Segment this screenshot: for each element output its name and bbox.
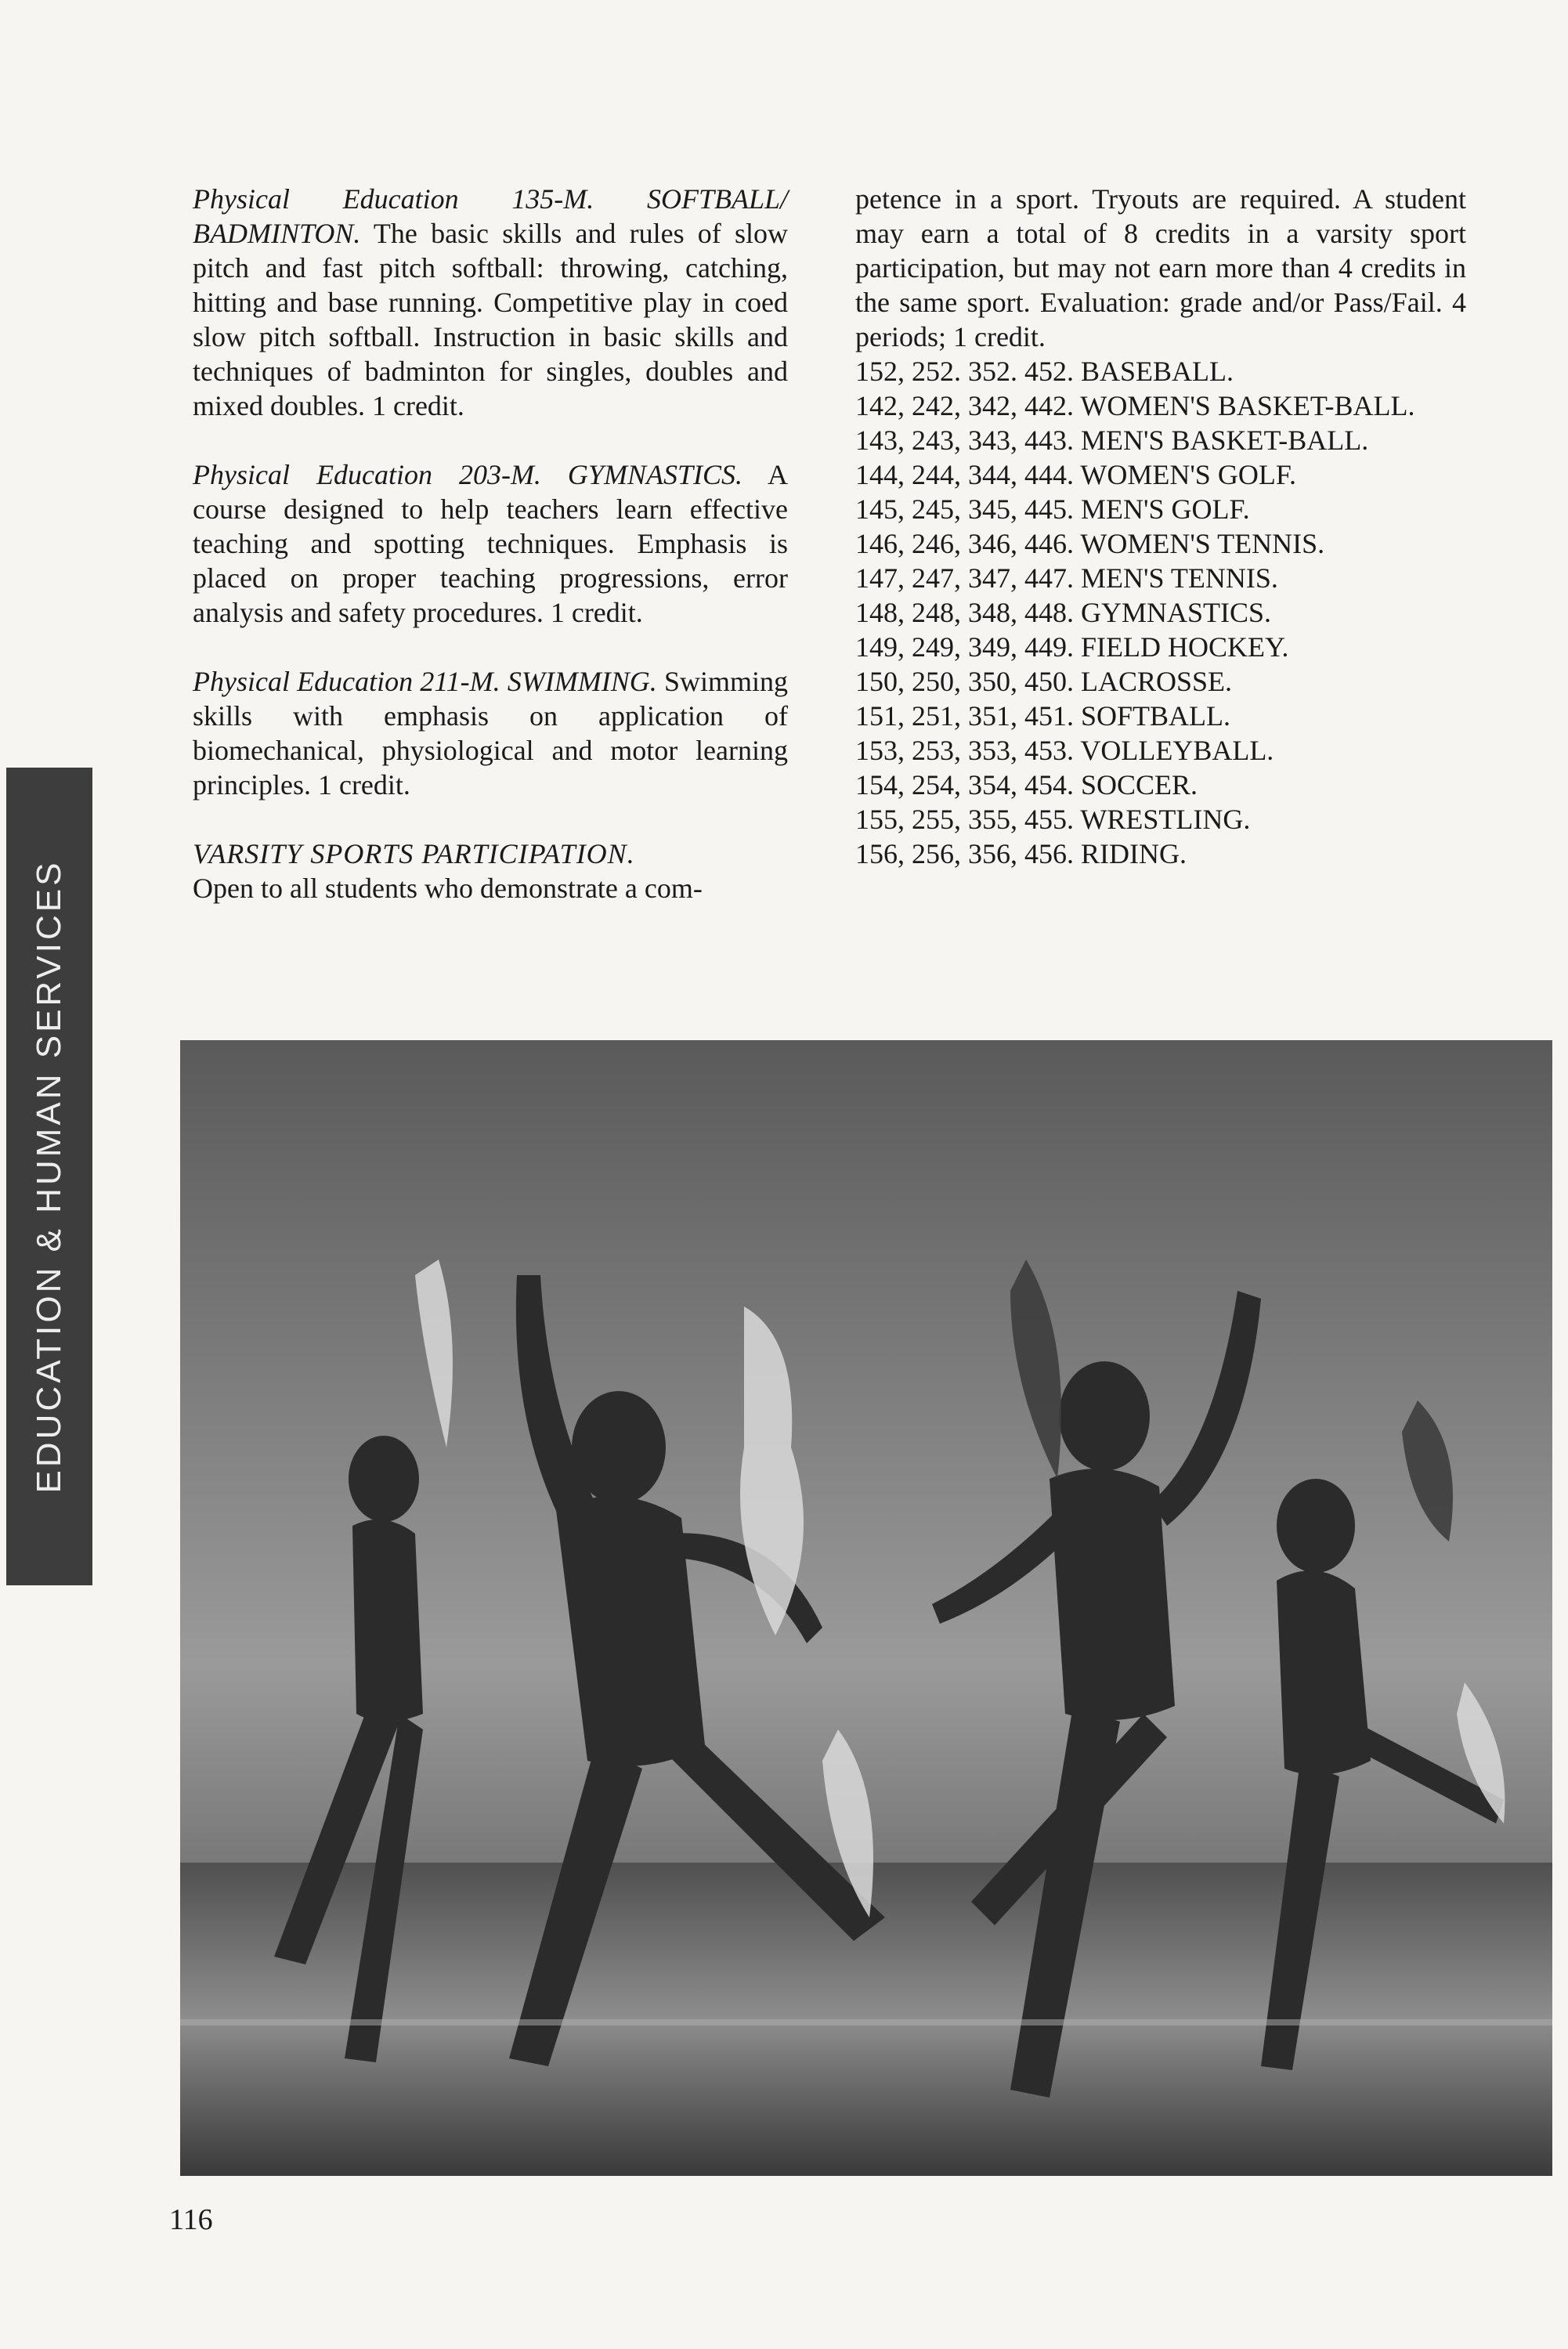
list-item: 143, 243, 343, 443. MEN'S BASKET-BALL.: [855, 425, 1369, 456]
list-item: 149, 249, 349, 449. FIELD HOCKEY.: [855, 631, 1289, 663]
list-item: 156, 256, 356, 456. RIDING.: [855, 838, 1187, 869]
sidebar-label: EDUCATION & HUMAN SERVICES: [30, 859, 68, 1494]
list-item: 146, 246, 346, 446. WOMEN'S TENNIS.: [855, 528, 1325, 559]
course-heading: Physical Education 203-M. GYMNASTICS.: [193, 459, 742, 490]
course-heading: Physical Education 211-M. SWIMMING.: [193, 666, 657, 697]
course-entry-gymnastics: [193, 457, 788, 630]
list-item: 153, 253, 353, 453. VOLLEYBALL.: [855, 735, 1274, 766]
list-item: 155, 255, 355, 455. WRESTLING.: [855, 804, 1251, 835]
list-item: 151, 251, 351, 451. SOFTBALL.: [855, 700, 1231, 732]
list-item: 150, 250, 350, 450. LACROSSE.: [855, 666, 1233, 697]
course-entry-swimming: [193, 664, 788, 802]
course-description: The basic skills and rules of slow pitch and fast pitch softball: throwing, catching, hitting and base running. Competitive play in coed slow pitch softball. Instruction in basic skills and techniques of badminton for singles, doubles and mixed doubles. 1 credit.: [193, 218, 788, 421]
page-number: 116: [169, 2203, 213, 2236]
course-heading: Physical Education 135-M. SOFTBALL/ BADMINTON.: [193, 183, 788, 249]
right-column: [855, 182, 1466, 871]
sidebar-tab: [6, 768, 92, 1585]
course-description: A course designed to help teachers learn effective teaching and spotting techniques. Emphasis is placed on proper teaching progressions, error analysis and safety procedures. 1 credit.: [193, 459, 788, 628]
dance-photo: [180, 1040, 1552, 2176]
list-item: 152, 252. 352. 452. BASEBALL.: [855, 356, 1234, 387]
varsity-sports-list: [855, 354, 1466, 871]
left-column: [193, 182, 788, 905]
list-item: 154, 254, 354, 454. SOCCER.: [855, 769, 1198, 800]
course-entry-softball-badminton: [193, 182, 788, 423]
course-description: Swimming skills with emphasis on application of biomechanical, physiological and motor learning principles. 1 credit.: [193, 666, 788, 800]
list-item: 145, 245, 345, 445. MEN'S GOLF.: [855, 493, 1250, 525]
varsity-description-start: Open to all students who demonstrate a com-: [193, 873, 703, 904]
list-item: 142, 242, 342, 442. WOMEN'S BASKET-BALL.: [855, 390, 1415, 421]
list-item: 144, 244, 344, 444. WOMEN'S GOLF.: [855, 459, 1296, 490]
list-item: 147, 247, 347, 447. MEN'S TENNIS.: [855, 562, 1278, 594]
list-item: 148, 248, 348, 448. GYMNASTICS.: [855, 597, 1272, 628]
varsity-heading: VARSITY SPORTS PARTICIPATION.: [193, 838, 635, 869]
varsity-description-continued: petence in a sport. Tryouts are required. A student may earn a total of 8 credits in a varsity sport participation, but may not earn more than 4 credits in the same sport. Evaluation: grade and/or Pass/Fail. 4 periods; 1 credit.: [855, 183, 1466, 352]
varsity-section: [193, 837, 788, 905]
dance-photo-illustration: [180, 1040, 1552, 2176]
